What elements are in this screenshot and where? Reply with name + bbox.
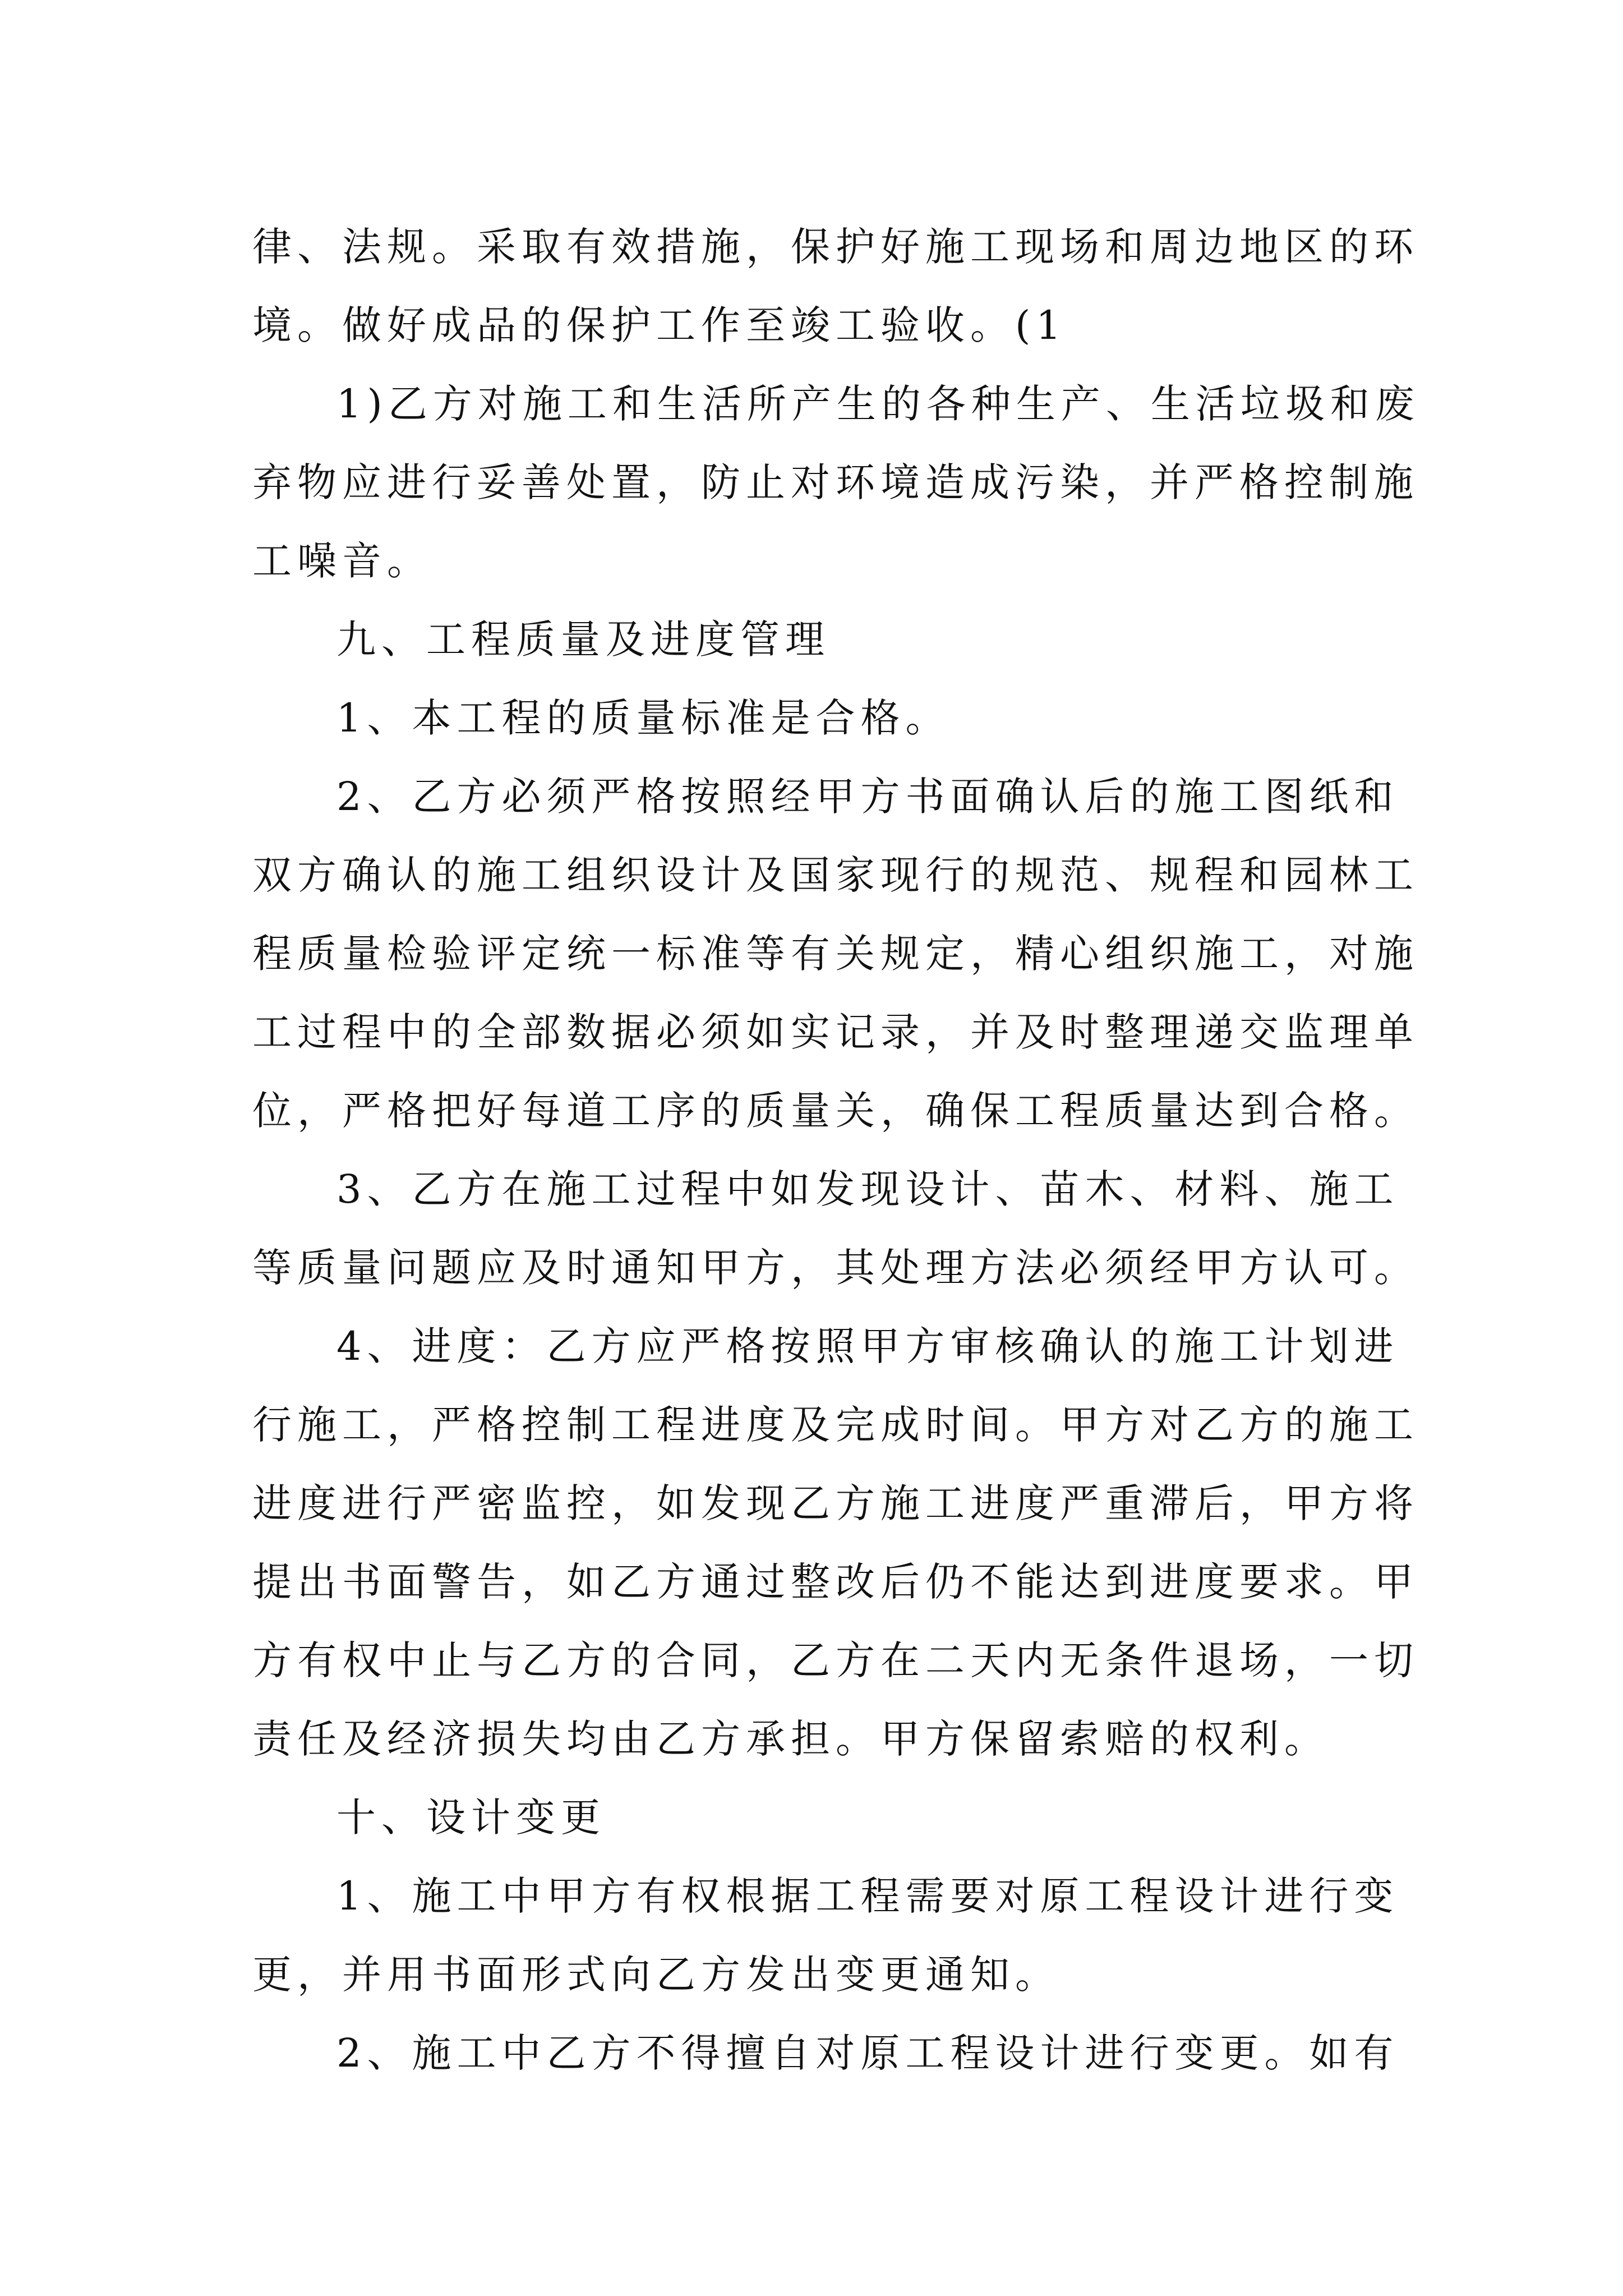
text-line: 方有权中止与乙方的合同，乙方在二天内无条件退场，一切 <box>252 1637 1419 1683</box>
text-line: 2、施工中乙方不得擅自对原工程设计进行变更。如有 <box>336 2030 1399 2076</box>
section-heading: 十、设计变更 <box>336 1795 606 1841</box>
text-line: 更，并用书面形式向乙方发出变更通知。 <box>252 1952 1060 1998</box>
text-line: 行施工，严格控制工程进度及完成时间。甲方对乙方的施工 <box>252 1402 1419 1448</box>
text-line: 责任及经济损失均由乙方承担。甲方保留索赔的权利。 <box>252 1716 1329 1762</box>
text-line: 等质量问题应及时通知甲方，其处理方法必须经甲方认可。 <box>252 1245 1419 1291</box>
text-line: 工过程中的全部数据必须如实记录，并及时整理递交监理单 <box>252 1009 1419 1055</box>
text-line: 进度进行严密监控，如发现乙方施工进度严重滞后，甲方将 <box>252 1480 1419 1526</box>
text-line: 工噪音。 <box>252 538 432 584</box>
text-line: 3、乙方在施工过程中如发现设计、苗木、材料、施工 <box>336 1166 1399 1212</box>
text-line: 1、本工程的质量标准是合格。 <box>336 695 951 741</box>
text-line: 双方确认的施工组织设计及国家现行的规范、规程和园林工 <box>252 852 1419 898</box>
text-line: 程质量检验评定统一标准等有关规定，精心组织施工，对施 <box>252 931 1419 977</box>
text-line: 位，严格把好每道工序的质量关，确保工程质量达到合格。 <box>252 1088 1419 1134</box>
text-line: 提出书面警告，如乙方通过整改后仍不能达到进度要求。甲 <box>252 1559 1419 1605</box>
section-heading: 九、工程质量及进度管理 <box>336 616 830 662</box>
text-line: 4、进度：乙方应严格按照甲方审核确认的施工计划进 <box>336 1323 1399 1369</box>
text-line: 2、乙方必须严格按照经甲方书面确认后的施工图纸和 <box>336 774 1399 820</box>
text-line: 境。做好成品的保护工作至竣工验收。(1 <box>252 302 1067 348</box>
text-line: 弃物应进行妥善处置，防止对环境造成污染，并严格控制施 <box>252 459 1419 505</box>
text-line: 1)乙方对施工和生活所产生的各种生产、生活垃圾和废 <box>336 381 1420 427</box>
text-line: 1、施工中甲方有权根据工程需要对原工程设计进行变 <box>336 1873 1399 1919</box>
text-line: 律、法规。采取有效措施，保护好施工现场和周边地区的环 <box>252 224 1419 270</box>
